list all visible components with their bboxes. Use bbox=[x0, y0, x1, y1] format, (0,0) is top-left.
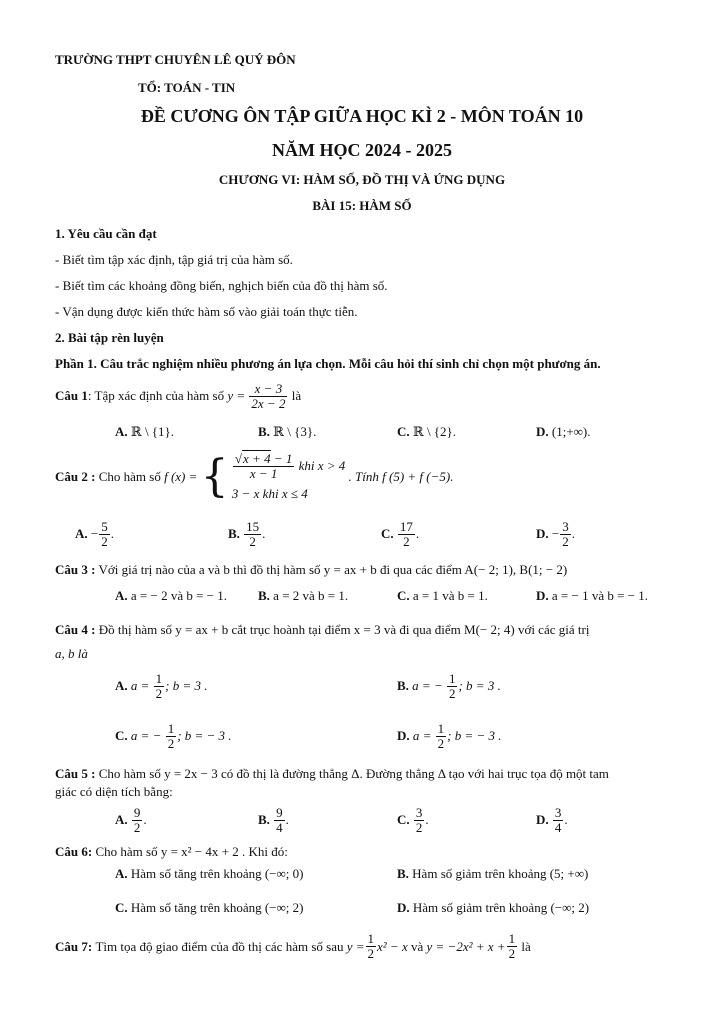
q5-option-a[interactable]: A. $\frac{9}{2}$ . bbox=[115, 805, 147, 836]
school-year: NĂM HỌC 2024 - 2025 bbox=[272, 140, 452, 160]
piecewise-brace: { bbox=[200, 450, 229, 502]
piecewise-cases: $\frac{√x + 4 - 1}{x - 1}$ khi x > 4 3 − x khi x ≤ 4 bbox=[231, 451, 346, 501]
q6-option-b[interactable]: B. Hàm số giảm trên khoảng (5; +∞) bbox=[397, 866, 589, 881]
q3-option-a[interactable]: A. a = − 2 và b = − 1. bbox=[115, 588, 228, 603]
q3-option-d[interactable]: D. a = − 1 và b = − 1. bbox=[536, 588, 649, 603]
q2-option-c[interactable]: C. $\frac{17}{2}$ . bbox=[381, 519, 420, 550]
section-exercises-title: 2. Bài tập rèn luyện bbox=[55, 330, 164, 345]
question-3: Câu 3 : Với giá trị nào của a và b thì đồ thị hàm số y = ax + b đi qua các điểm A(− 2; 1), B(1; − 2) bbox=[55, 562, 568, 577]
q3-option-b[interactable]: B. a = 2 và b = 1. bbox=[258, 588, 349, 603]
q6-option-a[interactable]: A. Hàm số tăng trên khoảng (−∞; 0) bbox=[115, 866, 304, 881]
question-1: Câu 1: Tập xác định của hàm số y = $\frac{x - 3}{2x - 2}$ là bbox=[55, 381, 302, 412]
q1-option-c[interactable]: C. ℝ \ {2}. bbox=[397, 424, 457, 439]
q2-option-b[interactable]: B. $\frac{15}{2}$ . bbox=[228, 519, 266, 550]
q1-option-b[interactable]: B. ℝ \ {3}. bbox=[258, 424, 317, 439]
q1-option-a[interactable]: A. ℝ \ {1}. bbox=[115, 424, 175, 439]
q2-option-a[interactable]: A. − $\frac{5}{2}$ . bbox=[75, 519, 114, 550]
q5-option-d[interactable]: D. $\frac{3}{4}$ . bbox=[536, 805, 568, 836]
department: TỔ: TOÁN - TIN bbox=[138, 80, 236, 95]
fraction: $\frac{√x + 4 - 1}{x - 1}$ bbox=[234, 451, 293, 482]
q4-option-b[interactable]: B. a = − $\frac{1}{2}$ ; b = 3 . bbox=[397, 671, 501, 702]
q6-option-d[interactable]: D. Hàm số giảm trên khoảng (−∞; 2) bbox=[397, 900, 590, 915]
q4-option-d[interactable]: D. a = $\frac{1}{2}$ ; b = − 3 . bbox=[397, 721, 502, 752]
q1-option-d[interactable]: D. (1;+∞). bbox=[536, 424, 591, 439]
question-5-continued: giác có diện tích bằng: bbox=[55, 784, 173, 799]
q4-option-c[interactable]: C. a = − $\frac{1}{2}$ ; b = − 3 . bbox=[115, 721, 232, 752]
question-2: Câu 2 : Cho hàm số f (x) = { $\frac{√x + 4 - 1}{x - 1}$ khi x > 4 3 − x khi x ≤ 4 . Tính f (5) + f (−5). bbox=[55, 450, 454, 502]
school-name: TRƯỜNG THPT CHUYÊN LÊ QUÝ ĐÔN bbox=[55, 52, 296, 67]
document-title: ĐỀ CƯƠNG ÔN TẬP GIỮA HỌC KÌ 2 - MÔN TOÁN 10 bbox=[140, 106, 584, 126]
question-5: Câu 5 : Cho hàm số y = 2x − 3 có đồ thị là đường thẳng Δ. Đường thẳng Δ tạo với hai trục tọa độ một tam bbox=[55, 766, 609, 781]
requirement-item: - Biết tìm các khoảng đồng biến, nghịch biến của đồ thị hàm số. bbox=[55, 278, 388, 293]
section-requirements-title: 1. Yêu cầu cần đạt bbox=[55, 226, 157, 241]
q6-option-c[interactable]: C. Hàm số tăng trên khoảng (−∞; 2) bbox=[115, 900, 304, 915]
question-4-continued: a, b là bbox=[55, 646, 88, 661]
q3-option-c[interactable]: C. a = 1 và b = 1. bbox=[397, 588, 488, 603]
fraction: $\frac{x - 3}{2x - 2}$ bbox=[251, 381, 286, 412]
requirement-item: - Biết tìm tập xác định, tập giá trị của hàm số. bbox=[55, 252, 293, 267]
q2-option-d[interactable]: D. − $\frac{3}{2}$ . bbox=[536, 519, 575, 550]
q4-option-a[interactable]: A. a = $\frac{1}{2}$ ; b = 3 . bbox=[115, 671, 208, 702]
requirement-item: - Vận dụng được kiến thức hàm số vào giải toán thực tiễn. bbox=[55, 304, 358, 319]
lesson-title: BÀI 15: HÀM SỐ bbox=[312, 198, 412, 213]
q5-option-b[interactable]: B. $\frac{9}{4}$ . bbox=[258, 805, 289, 836]
question-6: Câu 6: Cho hàm số y = x² − 4x + 2 . Khi đó: bbox=[55, 844, 288, 859]
part1-instructions: Phần 1. Câu trắc nghiệm nhiều phương án lựa chọn. Mỗi câu hỏi thí sinh chỉ chọn một phương án. bbox=[55, 356, 601, 371]
question-7: Câu 7: Tìm tọa độ giao điểm của đồ thị các hàm số sau y = $\frac{1}{2}$ x² − x và y = −2x² + x + $\frac{1}{2}$ là bbox=[55, 931, 531, 962]
chapter-title: CHƯƠNG VI: HÀM SỐ, ĐỒ THỊ VÀ ỨNG DỤNG bbox=[218, 172, 506, 187]
question-4: Câu 4 : Đồ thị hàm số y = ax + b cắt trục hoành tại điểm x = 3 và đi qua điểm M(− 2; 4) với các giá trị bbox=[55, 622, 590, 637]
q5-option-c[interactable]: C. $\frac{3}{2}$ . bbox=[397, 805, 429, 836]
